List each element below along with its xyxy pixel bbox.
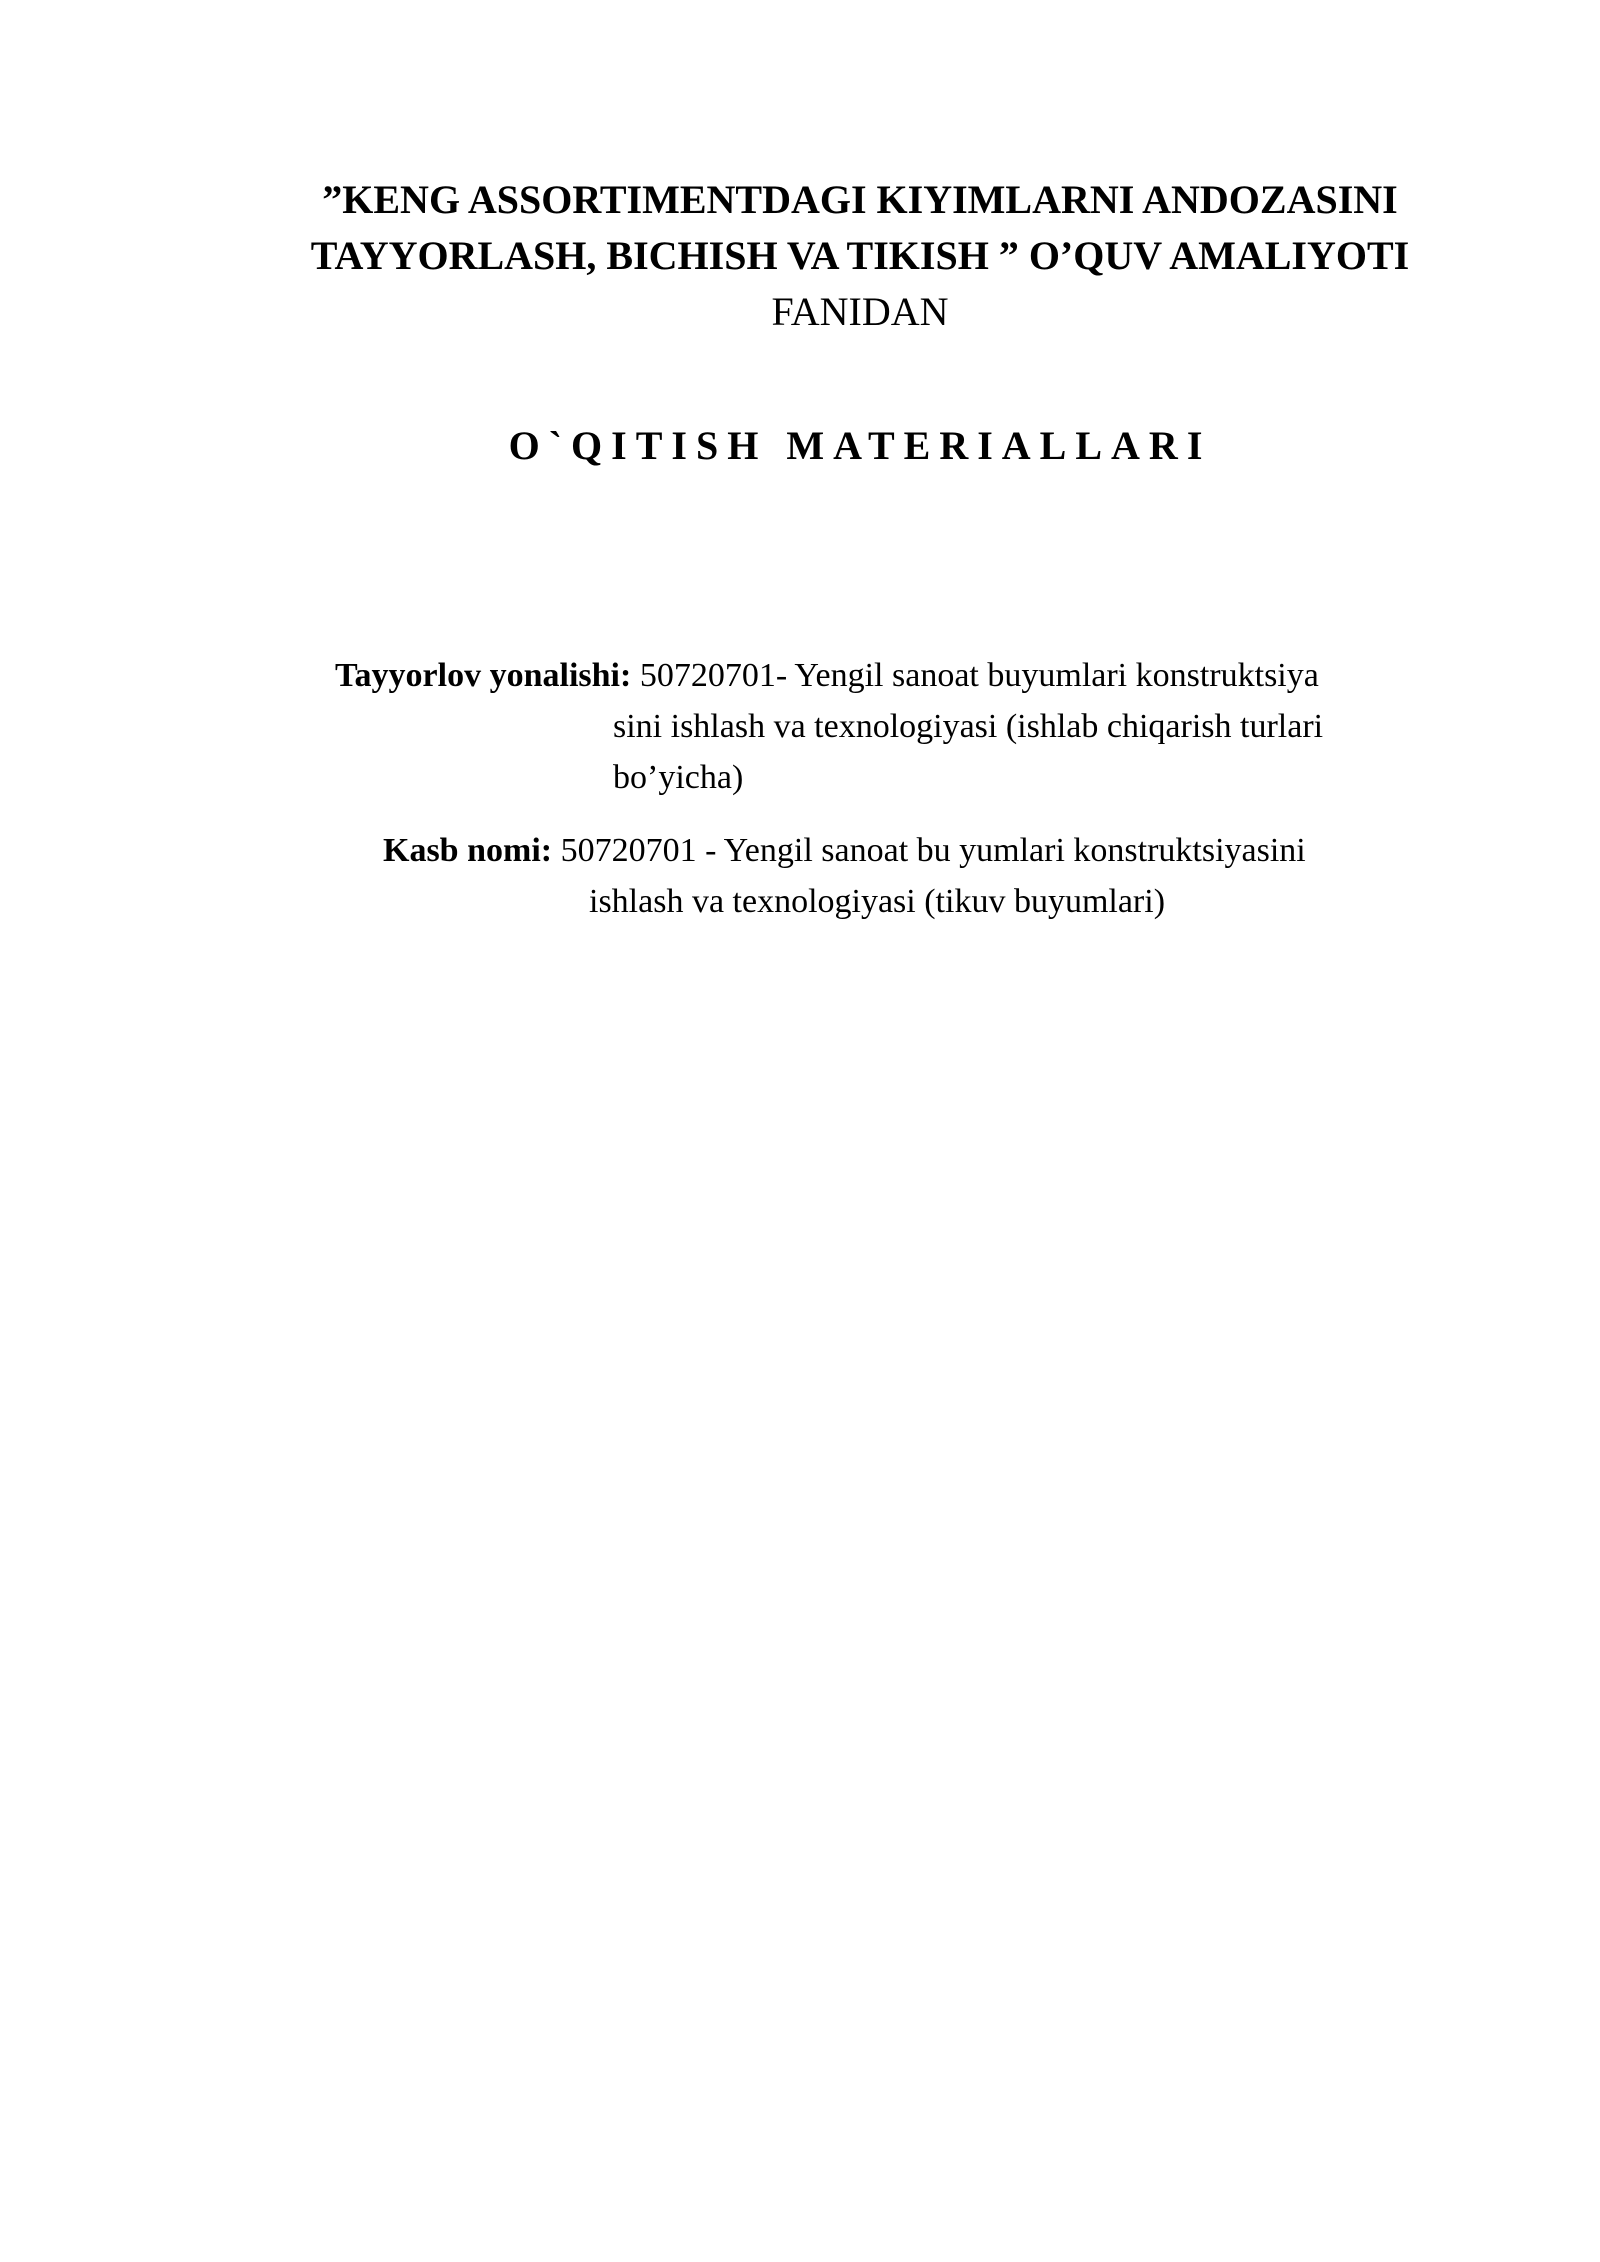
title-line-3: FANIDAN — [771, 289, 949, 334]
preparation-direction-value-1: 50720701- Yengil sanoat buyumlari konstruktsiya — [639, 657, 1319, 694]
document-title — [240, 172, 1480, 340]
title-line-1: ”KENG ASSORTIMENTDAGI KIYIMLARNI ANDOZASINI — [322, 177, 1398, 222]
profession-name-value-1: 50720701 - Yengil sanoat bu yumlari konstruktsiyasini — [560, 832, 1306, 869]
title-line-2: TAYYORLASH, BICHISH VA TIKISH ” O’QUV AMALIYOTI — [310, 233, 1410, 278]
preparation-direction-line-1 — [335, 650, 1319, 701]
materials-heading: O`QITISH MATERIALLARI — [508, 423, 1212, 468]
profession-name-value-2: ishlash va texnologiyasi (tikuv buyumlari) — [589, 883, 1166, 920]
profession-name-label: Kasb nomi: — [383, 832, 553, 869]
profession-name-line-1 — [383, 825, 1306, 876]
preparation-direction-value-2: sini ishlash va texnologiyasi (ishlab chiqarish turlari — [613, 708, 1324, 745]
preparation-direction-value-3: bo’yicha) — [613, 759, 744, 796]
preparation-direction-label: Tayyorlov yonalishi: — [335, 657, 632, 694]
